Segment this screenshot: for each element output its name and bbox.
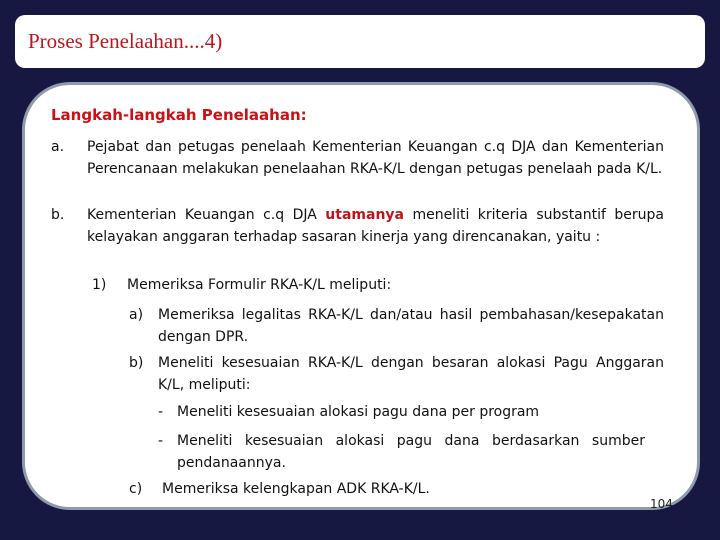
list-marker-b: b.	[51, 207, 65, 223]
highlight-text: utamanya	[325, 207, 404, 223]
title-box	[15, 15, 705, 68]
list-item-a: Pejabat dan petugas penelaah Kementerian Keuangan c.q DJA dan Kementerian Perencanaan melakukan penelaahan RKA-K/L dengan petugas penelaah pada K/L.	[87, 139, 664, 177]
list-marker-sub-b: b)	[129, 355, 144, 371]
dash-item-1: Meneliti kesesuaian alokasi pagu dana per program	[177, 404, 540, 420]
page-number: 104	[650, 497, 673, 511]
dash-marker: -	[158, 404, 164, 420]
list-item-sub-a: Memeriksa legalitas RKA-K/L dan/atau hasil pembahasan/kesepakatan dengan DPR.	[158, 307, 664, 345]
list-item-sub-c: Memeriksa kelengkapan ADK RKA-K/L.	[162, 481, 430, 497]
list-marker-a: a.	[51, 139, 65, 155]
dash-item-2: Meneliti kesesuaian alokasi pagu dana berdasarkan sumber pendanaannya.	[177, 433, 645, 471]
text: Kementerian Keuangan c.q DJA	[87, 207, 326, 223]
list-marker-sub-c: c)	[129, 481, 143, 497]
slide-title: Proses Penelaahan....4)	[28, 29, 223, 53]
section-heading: Langkah-langkah Penelaahan:	[51, 106, 307, 124]
list-item-b	[87, 204, 664, 248]
list-item-1: Memeriksa Formulir RKA-K/L meliputi:	[127, 277, 392, 293]
list-marker-1: 1)	[92, 277, 107, 293]
list-item-sub-b: Meneliti kesesuaian RKA-K/L dengan besaran alokasi Pagu Anggaran K/L, meliputi:	[158, 355, 664, 393]
text: meneliti kriteria substantif berupa kelayakan anggaran terhadap sasaran kinerja yang direncanakan, yaitu :	[87, 207, 664, 245]
dash-marker: -	[158, 433, 164, 449]
list-marker-sub-a: a)	[129, 307, 144, 323]
